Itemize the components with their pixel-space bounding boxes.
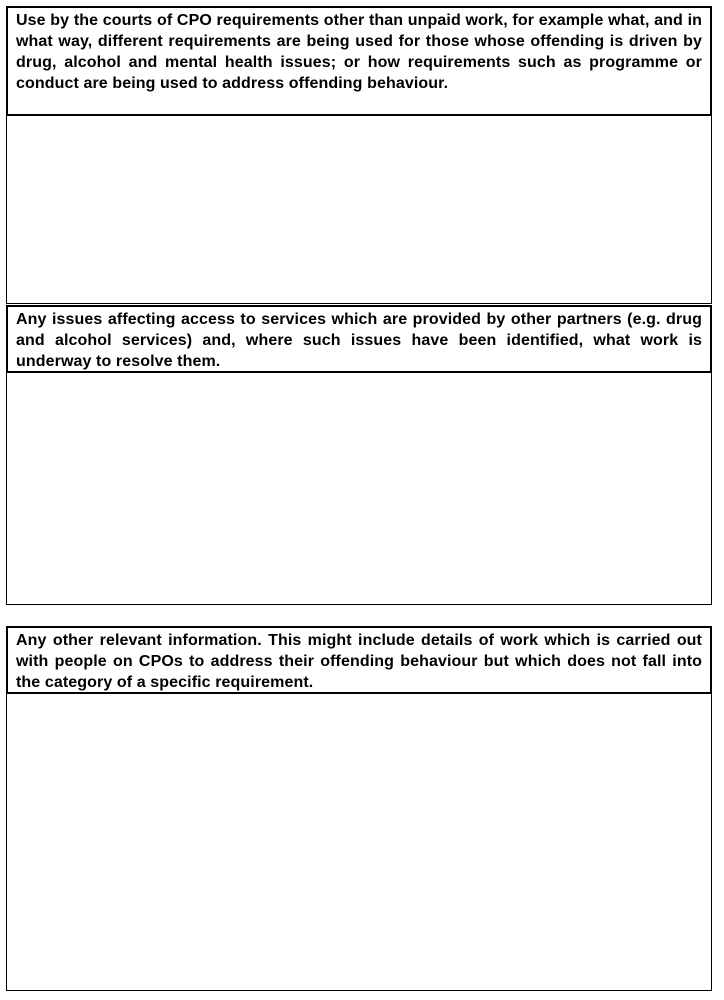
section-other-information — [6, 626, 712, 991]
answer-text-area[interactable] — [6, 114, 712, 304]
section-heading-box — [6, 6, 712, 116]
section-heading-text: Use by the courts of CPO requirements other than unpaid work, for example what, and in what way, different requirements are being used for those whose offending is driven by drug, alcohol and mental health issues; or how requirements such as programme or conduct are being used to address offending behaviour. — [16, 12, 702, 92]
answer-text-area[interactable] — [6, 692, 712, 991]
section-heading-text: Any issues affecting access to services which are provided by other partners (e.g. drug and alcohol services) and, where such issues have been identified, what work is underway to resolve them. — [16, 311, 702, 370]
section-access-to-services — [6, 305, 712, 605]
section-heading-box — [6, 626, 712, 694]
answer-text-area[interactable] — [6, 371, 712, 605]
section-heading-text: Any other relevant information. This might include details of work which is carried out with people on CPOs to address their offending behaviour but which does not fall into the category of a specific requirement. — [16, 632, 702, 691]
section-heading-box — [6, 305, 712, 373]
section-court-requirements — [6, 6, 712, 302]
